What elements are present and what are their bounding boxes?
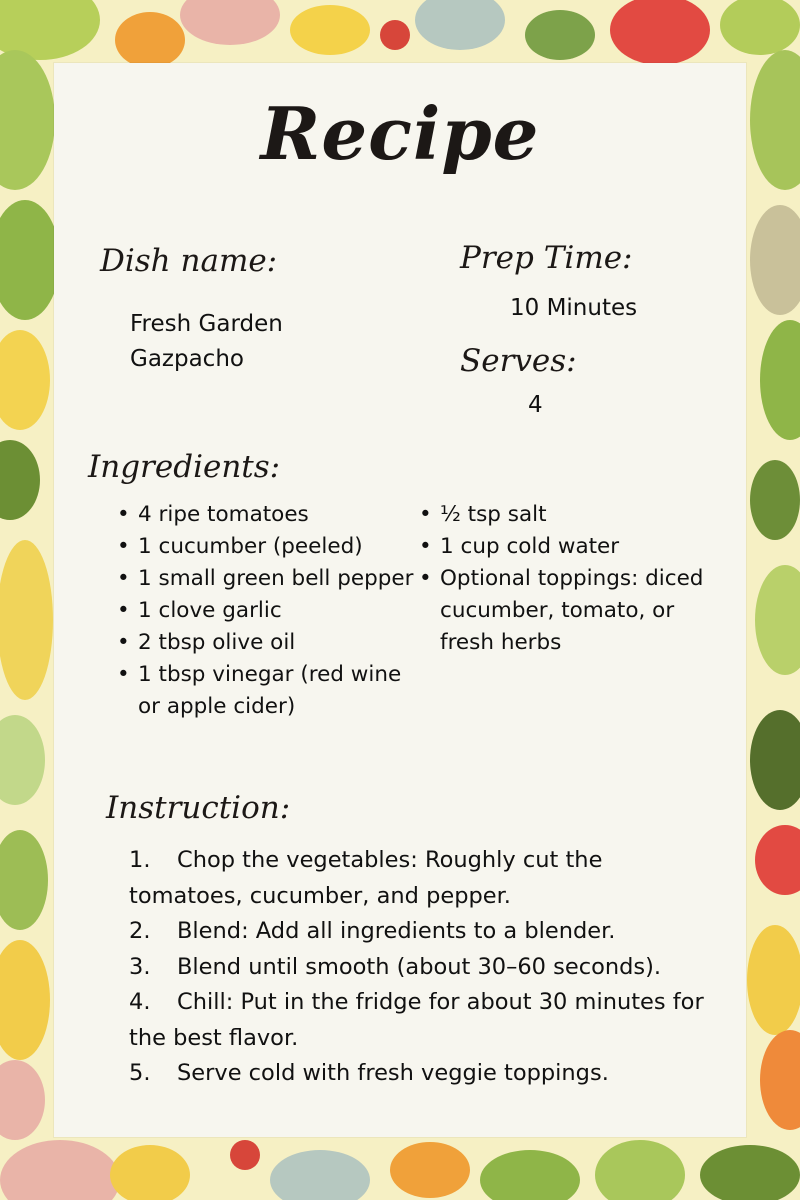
list-item [129, 1056, 719, 1092]
step-number: 4. [129, 989, 151, 1015]
prep-time-label: Prep Time: [460, 240, 633, 276]
list-item: • 4 ripe tomatoes [114, 499, 414, 531]
ingredients-list-col2 [416, 499, 716, 659]
step-number: 1. [129, 847, 151, 873]
list-item: • Optional toppings: diced cucumber, tomato, or fresh herbs [416, 563, 716, 659]
list-item [129, 985, 719, 1056]
dish-name-line2: Gazpacho [130, 346, 244, 372]
serves-label: Serves: [460, 343, 577, 379]
ingredients-list-col1 [114, 499, 414, 723]
dish-name-label: Dish name: [100, 243, 278, 279]
list-item [129, 950, 719, 986]
step-text: Chop the vegetables: Roughly cut the tomatoes, cucumber, and pepper. [129, 847, 603, 909]
list-item: • 1 cup cold water [416, 531, 716, 563]
step-number: 3. [129, 953, 151, 980]
list-item: • 1 tbsp vinegar (red wine or apple cider) [114, 659, 414, 723]
list-item: • 2 tbsp olive oil [114, 627, 414, 659]
step-text: Blend: Add all ingredients to a blender. [177, 918, 616, 944]
dish-name-line1: Fresh Garden [130, 311, 283, 337]
page-title: Recipe [260, 91, 540, 176]
ingredients-label: Ingredients: [88, 449, 281, 485]
step-number: 2. [129, 918, 151, 944]
list-item: • 1 clove garlic [114, 595, 414, 627]
list-item [129, 843, 719, 914]
list-item [129, 914, 719, 950]
step-text: Serve cold with fresh veggie toppings. [177, 1060, 609, 1086]
step-text: Blend until smooth (about 30–60 seconds). [177, 953, 662, 980]
step-number: 5. [129, 1060, 151, 1086]
serves-value: 4 [528, 392, 543, 418]
step-text: Chill: Put in the fridge for about 30 minutes for the best flavor. [129, 989, 704, 1051]
list-item: • 1 cucumber (peeled) [114, 531, 414, 563]
recipe-card [54, 63, 746, 1137]
instruction-steps [129, 843, 719, 1092]
prep-time-value: 10 Minutes [510, 295, 638, 321]
instruction-label: Instruction: [106, 790, 291, 826]
list-item: • 1 small green bell pepper [114, 563, 414, 595]
list-item: • ½ tsp salt [416, 499, 716, 531]
